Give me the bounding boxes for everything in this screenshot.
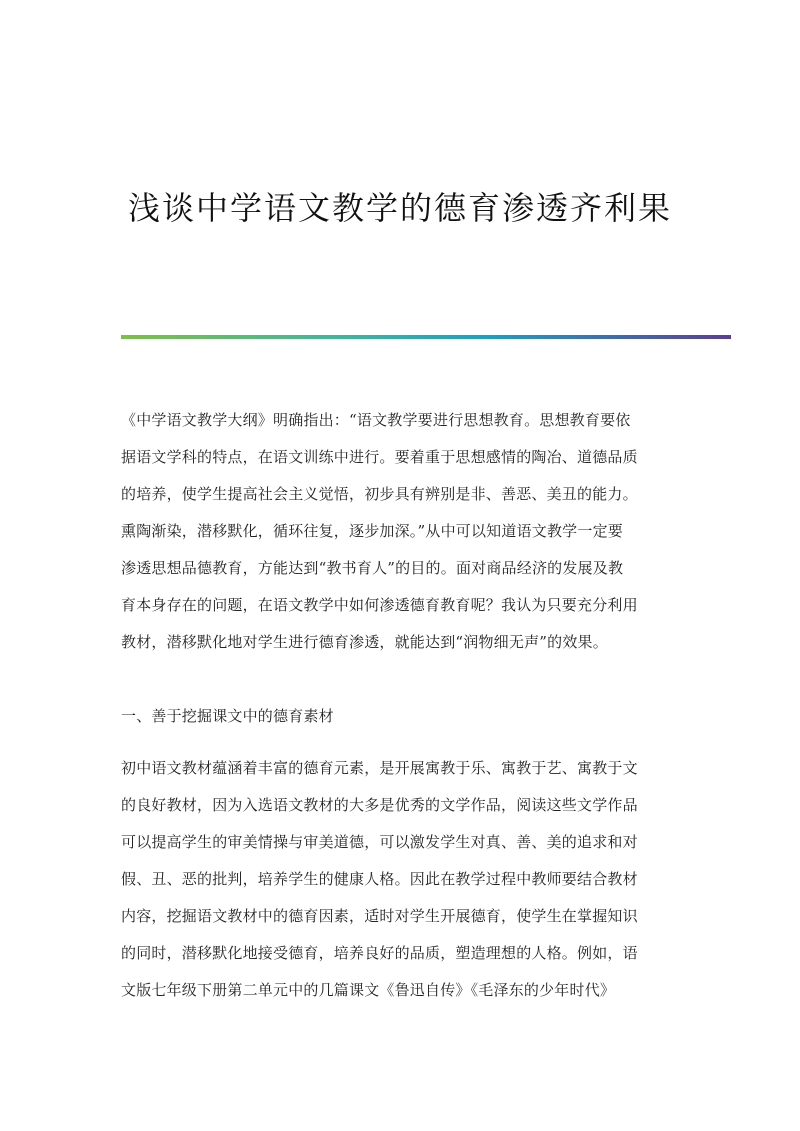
paragraph-line: 熏陶渐染，潜移默化，循环往复，逐步加深。”从中可以知道语文教学一定要 [121,522,623,540]
title-divider [121,335,731,339]
paragraph-line: 的同时，潜移默化地接受德育，培养良好的品质，塑造理想的人格。例如，语 [121,944,638,962]
paragraph-line: 渗透思想品德教育，方能达到“教书育人”的目的。面对商品经济的发展及教 [121,559,624,577]
paragraph-line: 的良好教材，因为入选语文教材的大多是优秀的文学作品，阅读这些文学作品 [121,796,638,814]
paragraph-line: 《中学语文教学大纲》明确指出：“语文教学要进行思想教育。思想教育要依 [121,411,631,429]
document-title: 浅谈中学语文教学的德育渗透齐利果 [127,189,672,227]
paragraph-line: 初中语文教材蕴涵着丰富的德育元素，是开展寓教于乐、寓教于艺、寓教于文 [121,759,638,777]
paragraph-line: 文版七年级下册第二单元中的几篇课文《鲁迅自传》《毛泽东的少年时代》 [121,981,616,999]
section-heading: 一、善于挖掘课文中的德育素材 [121,707,334,725]
paragraph-line: 据语文学科的特点，在语文训练中进行。要着重于思想感情的陶冶、道德品质 [121,448,638,466]
paragraph-line: 内容，挖掘语文教材中的德育因素，适时对学生开展德育，使学生在掌握知识 [121,907,638,925]
paragraph-line: 可以提高学生的审美情操与审美道德，可以激发学生对真、善、美的追求和对 [121,833,638,851]
paragraph-line: 育本身存在的问题，在语文教学中如何渗透德育教育呢？我认为只要充分利用 [121,596,638,614]
paragraph-line: 假、丑、恶的批判，培养学生的健康人格。因此在教学过程中教师要结合教材 [121,870,638,888]
paragraph-line: 的培养，使学生提高社会主义觉悟，初步具有辨别是非、善恶、美丑的能力。 [121,485,638,503]
paragraph-line: 教材，潜移默化地对学生进行德育渗透，就能达到“润物细无声”的效果。 [121,633,608,651]
